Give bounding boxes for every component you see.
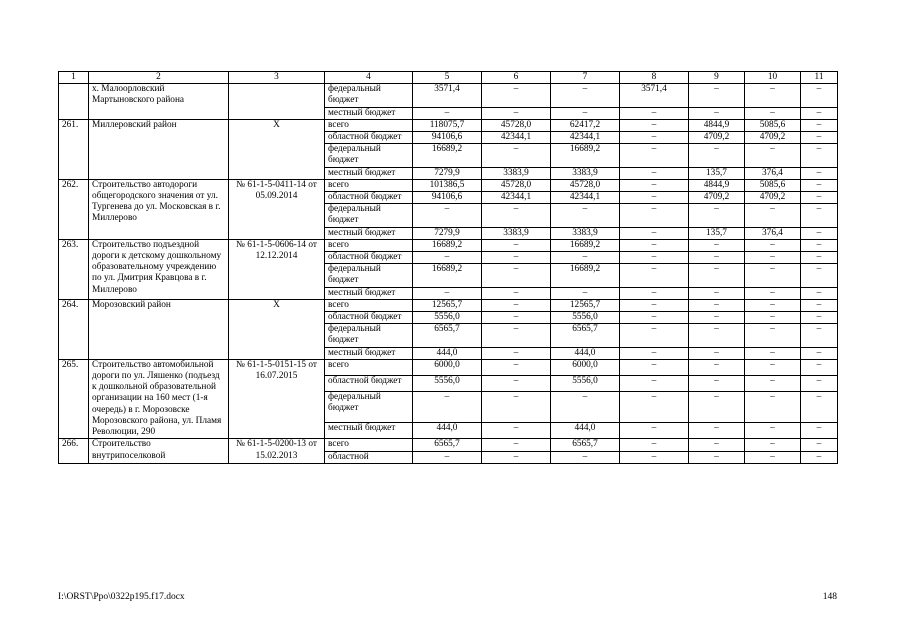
amount-cell: 5556,0: [413, 376, 482, 392]
amount-cell: –: [620, 227, 689, 239]
amount-cell: –: [413, 392, 482, 423]
amount-cell: –: [801, 359, 838, 375]
amount-cell: –: [745, 239, 801, 251]
budget-label: областной: [325, 451, 413, 463]
amount-cell: 16689,2: [413, 144, 482, 167]
object-name: Строительство подъездной дороги к детскому дошкольному образовательному учреждению по ул. Дмитрия Кравцова в г. Миллерово: [89, 239, 229, 299]
amount-cell: 3383,9: [482, 227, 551, 239]
amount-cell: –: [413, 287, 482, 299]
amount-cell: –: [745, 423, 801, 439]
amount-cell: 376,4: [745, 227, 801, 239]
amount-cell: –: [801, 192, 838, 204]
budget-label: всего: [325, 439, 413, 451]
amount-cell: 7279,9: [413, 227, 482, 239]
amount-cell: –: [620, 312, 689, 324]
amount-cell: –: [745, 144, 801, 167]
amount-cell: –: [745, 439, 801, 451]
amount-cell: –: [745, 359, 801, 375]
amount-cell: –: [801, 451, 838, 463]
amount-cell: –: [689, 439, 745, 451]
amount-cell: –: [482, 264, 551, 287]
amount-cell: 16689,2: [551, 264, 620, 287]
amount-cell: –: [689, 451, 745, 463]
amount-cell: –: [689, 359, 745, 375]
budget-label: всего: [325, 359, 413, 375]
budget-label: федеральный бюджет: [325, 84, 413, 107]
amount-cell: –: [551, 84, 620, 107]
amount-cell: –: [689, 376, 745, 392]
table-row: [59, 439, 838, 451]
amount-cell: –: [413, 107, 482, 119]
amount-cell: 3383,9: [551, 227, 620, 239]
amount-cell: –: [482, 423, 551, 439]
budget-label: федеральный бюджет: [325, 144, 413, 167]
amount-cell: –: [689, 264, 745, 287]
amount-cell: –: [801, 179, 838, 191]
amount-cell: –: [620, 324, 689, 347]
amount-cell: –: [620, 451, 689, 463]
amount-cell: –: [482, 287, 551, 299]
amount-cell: –: [801, 239, 838, 251]
budget-label: местный бюджет: [325, 107, 413, 119]
budget-label: местный бюджет: [325, 287, 413, 299]
amount-cell: –: [745, 299, 801, 311]
table-row: [59, 239, 838, 251]
amount-cell: –: [620, 359, 689, 375]
page-number: 148: [822, 592, 837, 602]
amount-cell: 4844,9: [689, 119, 745, 131]
amount-cell: –: [482, 439, 551, 451]
amount-cell: –: [801, 287, 838, 299]
budget-label: всего: [325, 119, 413, 131]
amount-cell: 16689,2: [413, 264, 482, 287]
amount-cell: 444,0: [413, 423, 482, 439]
amount-cell: –: [801, 167, 838, 179]
row-number: [59, 84, 89, 120]
amount-cell: 16689,2: [551, 239, 620, 251]
budget-label: областной бюджет: [325, 192, 413, 204]
amount-cell: 6565,7: [413, 324, 482, 347]
amount-cell: 118075,7: [413, 119, 482, 131]
budget-label: федеральный бюджет: [325, 264, 413, 287]
object-name: Строительство внутрипоселковой: [89, 439, 229, 463]
column-header: 2: [89, 72, 229, 84]
column-header: 5: [413, 72, 482, 84]
amount-cell: –: [689, 299, 745, 311]
column-header: 11: [801, 72, 838, 84]
column-header: 4: [325, 72, 413, 84]
amount-cell: –: [620, 299, 689, 311]
amount-cell: 7279,9: [413, 167, 482, 179]
amount-cell: 6565,7: [551, 324, 620, 347]
amount-cell: –: [551, 204, 620, 227]
amount-cell: –: [689, 252, 745, 264]
document-ref: № 61-1-5-0606-14 от 12.12.2014: [229, 239, 325, 299]
amount-cell: 135,7: [689, 167, 745, 179]
amount-cell: 5556,0: [413, 312, 482, 324]
amount-cell: –: [620, 347, 689, 359]
table-row: [59, 359, 838, 375]
file-path: I:\ORST\Ppo\0322p195.f17.docx: [58, 592, 185, 602]
amount-cell: 6565,7: [413, 439, 482, 451]
object-name: Строительство автомобильной дороги по ул. Ляшенко (подъезд к дошкольной образовательной организации на 160 мест (1-я очередь) в г. Морозовске Морозовского района, ул. Пламя Революции, 290: [89, 359, 229, 438]
document-ref: [229, 84, 325, 120]
object-name: Морозовский район: [89, 299, 229, 359]
amount-cell: 135,7: [689, 227, 745, 239]
amount-cell: –: [482, 347, 551, 359]
amount-cell: 3383,9: [482, 167, 551, 179]
document-ref: № 61-1-5-0200-13 от 15.02.2013: [229, 439, 325, 463]
column-header: 7: [551, 72, 620, 84]
amount-cell: –: [745, 252, 801, 264]
column-header: 10: [745, 72, 801, 84]
amount-cell: –: [801, 264, 838, 287]
amount-cell: 4709,2: [689, 192, 745, 204]
amount-cell: –: [801, 227, 838, 239]
row-number: 261.: [59, 119, 89, 179]
amount-cell: –: [482, 376, 551, 392]
amount-cell: –: [689, 107, 745, 119]
amount-cell: 6000,0: [551, 359, 620, 375]
amount-cell: –: [801, 204, 838, 227]
amount-cell: –: [551, 107, 620, 119]
object-name: Миллеровский район: [89, 119, 229, 179]
budget-label: федеральный бюджет: [325, 392, 413, 423]
amount-cell: –: [551, 252, 620, 264]
amount-cell: –: [482, 359, 551, 375]
amount-cell: 4709,2: [745, 192, 801, 204]
amount-cell: –: [620, 239, 689, 251]
row-number: 265.: [59, 359, 89, 438]
amount-cell: –: [801, 392, 838, 423]
table-row: [59, 179, 838, 191]
amount-cell: –: [551, 392, 620, 423]
amount-cell: –: [620, 179, 689, 191]
amount-cell: 5556,0: [551, 376, 620, 392]
amount-cell: –: [801, 376, 838, 392]
amount-cell: 444,0: [551, 423, 620, 439]
amount-cell: 5085,6: [745, 119, 801, 131]
document-ref: № 61-1-5-0411-14 от 05.09.2014: [229, 179, 325, 239]
amount-cell: –: [801, 312, 838, 324]
amount-cell: –: [689, 144, 745, 167]
amount-cell: –: [801, 252, 838, 264]
amount-cell: –: [482, 299, 551, 311]
amount-cell: 16689,2: [413, 239, 482, 251]
row-number: 263.: [59, 239, 89, 299]
amount-cell: –: [620, 376, 689, 392]
amount-cell: –: [413, 451, 482, 463]
amount-cell: –: [689, 287, 745, 299]
object-name: х. Малоорловский Мартыновского района: [89, 84, 229, 120]
amount-cell: –: [689, 239, 745, 251]
amount-cell: 45728,0: [551, 179, 620, 191]
amount-cell: 42344,1: [482, 192, 551, 204]
amount-cell: 5085,6: [745, 179, 801, 191]
amount-cell: –: [689, 312, 745, 324]
budget-label: областной бюджет: [325, 376, 413, 392]
amount-cell: –: [551, 287, 620, 299]
amount-cell: –: [620, 119, 689, 131]
amount-cell: 42344,1: [551, 132, 620, 144]
amount-cell: –: [620, 264, 689, 287]
amount-cell: –: [745, 204, 801, 227]
amount-cell: –: [745, 84, 801, 107]
amount-cell: –: [482, 392, 551, 423]
budget-label: областной бюджет: [325, 252, 413, 264]
amount-cell: 3571,4: [413, 84, 482, 107]
amount-cell: –: [801, 299, 838, 311]
amount-cell: 4709,2: [689, 132, 745, 144]
amount-cell: –: [620, 107, 689, 119]
column-header: 3: [229, 72, 325, 84]
budget-label: местный бюджет: [325, 167, 413, 179]
amount-cell: 4709,2: [745, 132, 801, 144]
budget-label: федеральный бюджет: [325, 324, 413, 347]
amount-cell: 16689,2: [551, 144, 620, 167]
amount-cell: –: [745, 264, 801, 287]
document-ref: № 61-1-5-0151-15 от 16.07.2015: [229, 359, 325, 438]
budget-table: [58, 71, 838, 464]
table-row: [59, 119, 838, 131]
budget-label: областной бюджет: [325, 312, 413, 324]
budget-label: федеральный бюджет: [325, 204, 413, 227]
amount-cell: –: [745, 324, 801, 347]
amount-cell: –: [482, 84, 551, 107]
amount-cell: –: [482, 107, 551, 119]
amount-cell: –: [745, 287, 801, 299]
amount-cell: 3383,9: [551, 167, 620, 179]
amount-cell: –: [689, 324, 745, 347]
amount-cell: 4844,9: [689, 179, 745, 191]
amount-cell: –: [801, 84, 838, 107]
amount-cell: –: [745, 392, 801, 423]
amount-cell: 42344,1: [551, 192, 620, 204]
amount-cell: –: [482, 312, 551, 324]
document-ref: Х: [229, 299, 325, 359]
amount-cell: –: [801, 347, 838, 359]
amount-cell: –: [801, 119, 838, 131]
amount-cell: –: [620, 287, 689, 299]
amount-cell: –: [801, 423, 838, 439]
amount-cell: –: [620, 439, 689, 451]
row-number: 266.: [59, 439, 89, 463]
amount-cell: –: [745, 107, 801, 119]
amount-cell: –: [689, 423, 745, 439]
budget-label: областной бюджет: [325, 132, 413, 144]
object-name: Строительство автодороги общегородского значения от ул. Тургенева до ул. Московская в г. Миллерово: [89, 179, 229, 239]
amount-cell: 444,0: [551, 347, 620, 359]
column-header: 9: [689, 72, 745, 84]
amount-cell: 101386,5: [413, 179, 482, 191]
budget-label: местный бюджет: [325, 347, 413, 359]
amount-cell: –: [482, 204, 551, 227]
amount-cell: 5556,0: [551, 312, 620, 324]
amount-cell: 444,0: [413, 347, 482, 359]
amount-cell: –: [801, 439, 838, 451]
amount-cell: –: [689, 84, 745, 107]
amount-cell: –: [801, 107, 838, 119]
amount-cell: 62417,2: [551, 119, 620, 131]
row-number: 264.: [59, 299, 89, 359]
budget-label: всего: [325, 239, 413, 251]
amount-cell: 94106,6: [413, 192, 482, 204]
amount-cell: –: [620, 392, 689, 423]
amount-cell: –: [689, 204, 745, 227]
amount-cell: –: [745, 347, 801, 359]
amount-cell: 12565,7: [413, 299, 482, 311]
budget-label: всего: [325, 179, 413, 191]
budget-label: местный бюджет: [325, 227, 413, 239]
table-row: [59, 299, 838, 311]
amount-cell: –: [620, 192, 689, 204]
amount-cell: –: [482, 144, 551, 167]
amount-cell: 42344,1: [482, 132, 551, 144]
amount-cell: –: [413, 252, 482, 264]
amount-cell: –: [801, 144, 838, 167]
amount-cell: –: [620, 167, 689, 179]
amount-cell: –: [745, 312, 801, 324]
amount-cell: –: [689, 347, 745, 359]
amount-cell: –: [745, 376, 801, 392]
amount-cell: –: [482, 324, 551, 347]
amount-cell: –: [745, 451, 801, 463]
header-row: [59, 72, 838, 84]
amount-cell: –: [620, 144, 689, 167]
amount-cell: 6000,0: [413, 359, 482, 375]
amount-cell: 45728,0: [482, 179, 551, 191]
amount-cell: 94106,6: [413, 132, 482, 144]
amount-cell: –: [689, 392, 745, 423]
amount-cell: 3571,4: [620, 84, 689, 107]
row-number: 262.: [59, 179, 89, 239]
amount-cell: 12565,7: [551, 299, 620, 311]
amount-cell: –: [482, 252, 551, 264]
column-header: 1: [59, 72, 89, 84]
amount-cell: 6565,7: [551, 439, 620, 451]
budget-label: местный бюджет: [325, 423, 413, 439]
amount-cell: –: [620, 204, 689, 227]
amount-cell: –: [413, 204, 482, 227]
budget-label: всего: [325, 299, 413, 311]
amount-cell: –: [801, 132, 838, 144]
table-row: [59, 84, 838, 107]
column-header: 6: [482, 72, 551, 84]
column-header: 8: [620, 72, 689, 84]
amount-cell: –: [482, 239, 551, 251]
amount-cell: 376,4: [745, 167, 801, 179]
document-ref: Х: [229, 119, 325, 179]
amount-cell: –: [551, 451, 620, 463]
amount-cell: 45728,0: [482, 119, 551, 131]
amount-cell: –: [482, 451, 551, 463]
amount-cell: –: [801, 324, 838, 347]
amount-cell: –: [620, 132, 689, 144]
amount-cell: –: [620, 252, 689, 264]
amount-cell: –: [620, 423, 689, 439]
